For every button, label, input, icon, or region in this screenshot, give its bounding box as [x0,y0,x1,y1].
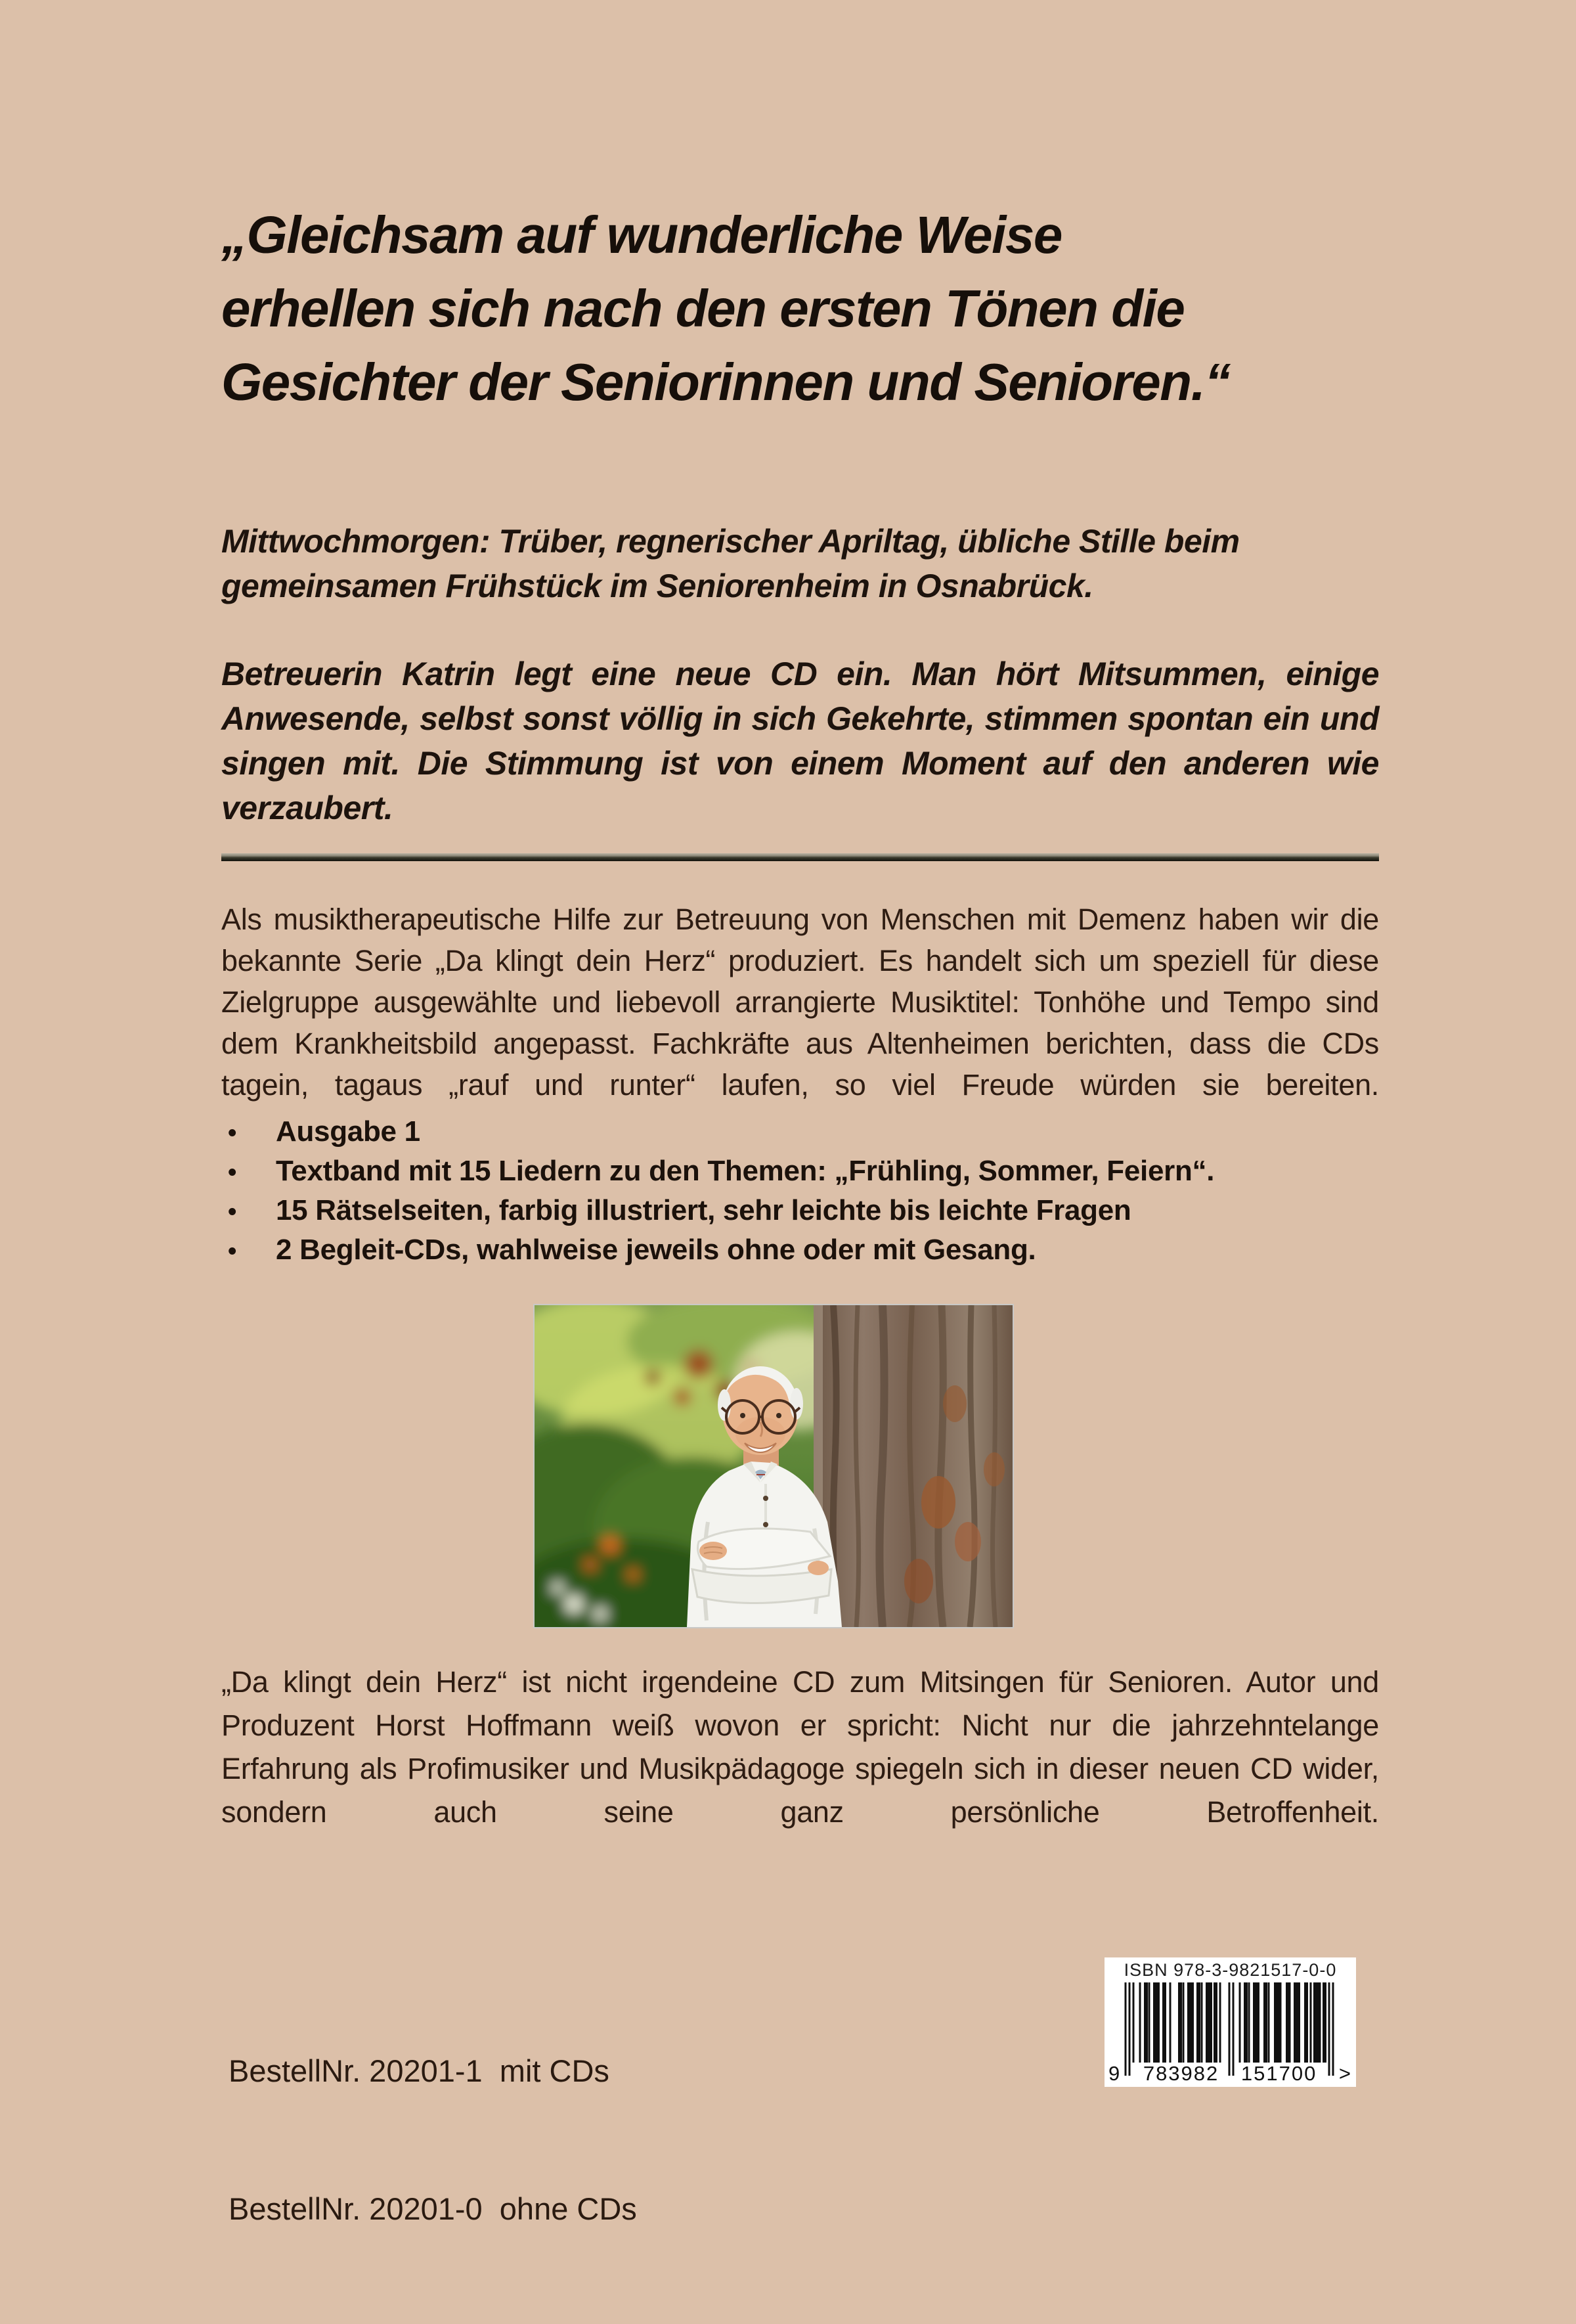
scene-paragraph-1: Mittwochmorgen: Trüber, regnerischer Apriltag, übliche Stille beim gemeinsamen Frühstück im Seniorenheim in Osnabrück. [221,523,1240,604]
divider-rule [221,853,1379,861]
feature-item-3 [221,1192,1379,1231]
isbn-number: ISBN 978-3-9821517-0-0 [1124,1960,1337,1980]
bullet-icon: • [228,1119,237,1147]
headline-line-3: Gesichter der Seniorinnen und Senioren.“ [221,353,1230,411]
feature-item-4 [221,1231,1379,1270]
description-paragraph: Als musiktherapeutische Hilfe zur Betreuung von Menschen mit Demenz haben wir die bekannte Serie „Da klingt dein Herz“ produziert. Es handelt sich um speziell für diese Zielgruppe ausgewählte und liebevoll arrangierte Musiktitel: Tonhöhe und Tempo sind dem Krankheitsbild angepasst. Fachkräfte aus Altenheimen berichten, dass die CDs tagein, tagaus „rauf und runter“ laufen, so viel Freude würden sie bereiten. [221,903,1379,1102]
feature-list [221,1113,1379,1270]
author-photo [533,1304,1014,1628]
order-numbers [229,1956,637,2324]
author-paragraph: „Da klingt dein Herz“ ist nicht irgendeine CD zum Mitsingen für Senioren. Autor und Produzent Horst Hoffmann weiß wovon er spricht: Nicht nur die jahrzehntelange Erfahrung als Profimusiker und Musikpädagoge spiegeln sich in dieser neuen CD wider, sondern auch seine ganz persönliche Betroffenheit. [221,1665,1379,1829]
feature-text-3: 15 Rätselseiten, farbig illustriert, sehr leichte bis leichte Fragen [276,1194,1131,1226]
bullet-icon: • [228,1198,237,1226]
bullet-icon: • [228,1159,237,1186]
isbn-digit-group-3: 151700 [1240,2062,1317,2085]
headline-quote [221,198,1403,419]
scene-paragraph-2: Betreuerin Katrin legt eine neue CD ein. Man hört Mitsummen, einige Anwesende, selbst sonst völlig in sich Gekehrte, stimmen spontan ein und singen mit. Die Stimmung ist von einem Moment auf den anderen wie verzaubert. [221,656,1379,826]
headline-line-2: erhellen sich nach den ersten Tönen die [221,279,1185,338]
order-line-without-cds: BestellNr. 20201-0 ohne CDs [229,2191,637,2226]
bullet-icon: • [228,1238,237,1265]
isbn-digit-group-1: 9 [1108,2062,1122,2085]
feature-text-4: 2 Begleit-CDs, wahlweise jeweils ohne oder mit Gesang. [276,1234,1036,1266]
feature-item-1 [221,1113,1379,1152]
feature-item-2 [221,1152,1379,1192]
author-photo-illustration [535,1305,1013,1627]
tree-trunk [814,1305,1013,1627]
order-line-with-cds: BestellNr. 20201-1 mit CDs [229,2053,609,2088]
feature-text-1: Ausgabe 1 [276,1115,420,1148]
isbn-digit-group-2: 783982 [1143,2062,1219,2085]
isbn-barcode [1105,1957,1356,2087]
isbn-arrow: > [1338,2062,1352,2085]
isbn-digits [1108,2062,1352,2086]
feature-text-2: Textband mit 15 Liedern zu den Themen: „Frühling, Sommer, Feiern“. [276,1155,1215,1187]
headline-line-1: „Gleichsam auf wunderliche Weise [221,206,1062,264]
